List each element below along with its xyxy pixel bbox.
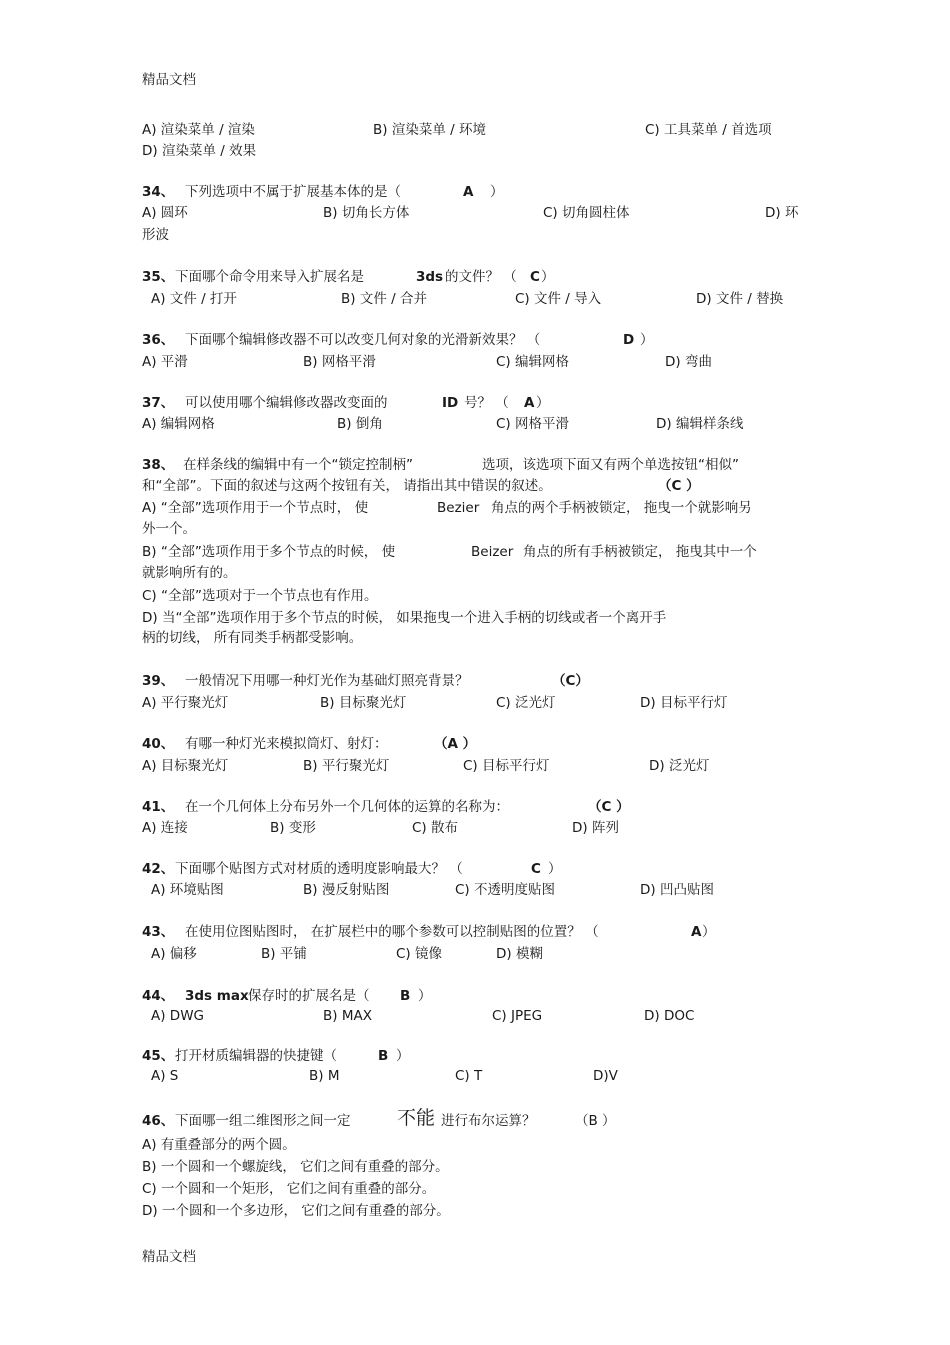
paren-close: ） <box>541 269 555 285</box>
question-number: 45、 <box>142 1048 175 1064</box>
paren-close: ） <box>396 1048 410 1064</box>
option-c: C) T <box>455 1068 483 1084</box>
keyword: ID <box>442 395 459 411</box>
question-text-2: 进行布尔运算？ <box>441 1113 536 1129</box>
option-d: D) 阵列 <box>572 820 619 836</box>
option-d: D) 凹凸贴图 <box>640 882 714 898</box>
option-d: D) 目标平行灯 <box>640 695 728 711</box>
question-text-2: 号？ （ <box>464 395 509 411</box>
option-a: A) S <box>151 1068 179 1084</box>
answer: （C ） <box>588 799 630 815</box>
option-d: D) 文件 / 替换 <box>696 291 784 307</box>
option-a: A) 平滑 <box>142 354 188 370</box>
option-c: C) 编辑网格 <box>496 354 569 370</box>
option-a: A) 连接 <box>142 820 188 836</box>
option-a: A) 目标聚光灯 <box>142 758 229 774</box>
question-number: 41、 <box>142 799 175 815</box>
option-d: D) 模糊 <box>496 946 543 962</box>
answer: B <box>378 1048 389 1064</box>
option-a: A) 偏移 <box>151 946 197 962</box>
option-d: D) 环 <box>765 205 799 221</box>
option-a: A) DWG <box>151 1008 204 1024</box>
answer: （C ） <box>658 478 700 494</box>
option-a: A) 编辑网格 <box>142 416 215 432</box>
option-c: C) 切角圆柱体 <box>543 205 630 221</box>
page-header: 精品文档 <box>142 72 196 88</box>
question-text-3: 和“全部”。下面的叙述与这两个按钮有关， 请指出其中错误的叙述。 <box>142 478 552 494</box>
answer: C <box>531 861 541 877</box>
option-b: B) 平行聚光灯 <box>303 758 390 774</box>
answer: A <box>691 924 702 940</box>
option-b: B) 目标聚光灯 <box>320 695 407 711</box>
option-d-cont: 形波 <box>142 227 169 243</box>
keyword: 3ds max <box>185 988 249 1004</box>
option-b: B) 一个圆和一个螺旋线， 它们之间有重叠的部分。 <box>142 1159 449 1175</box>
question-text: 在使用位图贴图时， 在扩展栏中的哪个参数可以控制贴图的位置？ （ <box>185 924 599 940</box>
question-number: 34、 <box>142 184 175 200</box>
option-a-cont: 角点的两个手柄被锁定， 拖曳一个就影响另 <box>491 500 752 516</box>
option-b: B) MAX <box>323 1008 372 1024</box>
question-number: 42、 <box>142 861 175 877</box>
option-c: C) 一个圆和一个矩形， 它们之间有重叠的部分。 <box>142 1181 436 1197</box>
question-number: 38、 <box>142 457 175 473</box>
option-d: D)V <box>593 1068 618 1084</box>
option-a: A) 平行聚光灯 <box>142 695 229 711</box>
option-b: B) 渲染菜单 / 环境 <box>373 122 486 138</box>
option-c: C) 泛光灯 <box>496 695 556 711</box>
option-b-line2: 就影响所有的。 <box>142 565 237 581</box>
option-c: C) 不透明度贴图 <box>455 882 555 898</box>
question-text: 在一个几何体上分布另外一个几何体的运算的名称为： <box>185 799 509 815</box>
option-b: B) “全部”选项作用于多个节点的时候， 使 <box>142 544 396 560</box>
option-a: A) 有重叠部分的两个圆。 <box>142 1137 296 1153</box>
option-b: B) M <box>309 1068 340 1084</box>
option-c: C) JPEG <box>492 1008 543 1024</box>
question-number: 39、 <box>142 673 175 689</box>
option-b-cont: 角点的所有手柄被锁定， 拖曳其中一个 <box>523 544 757 560</box>
option-a: A) 圆环 <box>142 205 188 221</box>
option-a-keyword: Bezier <box>437 500 480 516</box>
question-number: 44、 <box>142 988 175 1004</box>
option-c: C) 目标平行灯 <box>463 758 550 774</box>
paren-close: ） <box>640 332 654 348</box>
question-number: 43、 <box>142 924 175 940</box>
answer: （A ） <box>434 736 477 752</box>
question-text: 一般情况下用哪一种灯光作为基础灯照亮背景？ <box>185 673 469 689</box>
question-number: 46、 <box>142 1113 175 1129</box>
question-text: 下面哪个命令用来导入扩展名是 <box>175 269 364 285</box>
option-c: C) 网格平滑 <box>496 416 569 432</box>
question-number: 36、 <box>142 332 175 348</box>
answer: A <box>524 395 535 411</box>
option-a: A) 环境贴图 <box>151 882 224 898</box>
page-footer: 精品文档 <box>142 1249 196 1265</box>
question-text: 下面哪个贴图方式对材质的透明度影响最大？ （ <box>175 861 463 877</box>
option-c: C) 文件 / 导入 <box>515 291 602 307</box>
paren-close: ） <box>702 924 716 940</box>
question-text: 保存时的扩展名是（ <box>248 988 370 1004</box>
question-text: 有哪一种灯光来模拟筒灯、射灯： <box>185 736 388 752</box>
option-a: A) 渲染菜单 / 渲染 <box>142 122 255 138</box>
question-text-2: 选项，该选项下面又有两个单选按钮“相似” <box>482 457 739 473</box>
option-d: D) DOC <box>644 1008 695 1024</box>
answer: （C） <box>552 673 589 689</box>
question-text: 下面哪个编辑修改器不可以改变几何对象的光滑新效果？ （ <box>185 332 541 348</box>
option-d: D) 一个圆和一个多边形， 它们之间有重叠的部分。 <box>142 1203 450 1219</box>
option-b: B) 漫反射贴图 <box>303 882 390 898</box>
option-b: B) 网格平滑 <box>303 354 376 370</box>
option-b: B) 平铺 <box>261 946 307 962</box>
option-b: B) 倒角 <box>337 416 383 432</box>
question-text: 下面哪一组二维图形之间一定 <box>175 1113 351 1129</box>
question-number: 40、 <box>142 736 175 752</box>
option-a: A) 文件 / 打开 <box>151 291 237 307</box>
option-a-line2: 外一个。 <box>142 521 196 537</box>
option-c: C) 镜像 <box>396 946 442 962</box>
option-d: D) 当“全部”选项作用于多个节点的时候， 如果拖曳一个进入手柄的切线或者一个离开手 <box>142 610 667 626</box>
option-a: A) “全部”选项作用于一个节点时， 使 <box>142 500 369 516</box>
option-d: D) 泛光灯 <box>649 758 710 774</box>
answer: C <box>530 269 540 285</box>
option-b: B) 切角长方体 <box>323 205 410 221</box>
option-b: B) 变形 <box>270 820 316 836</box>
option-d: D) 编辑样条线 <box>656 416 744 432</box>
option-c: C) 散布 <box>412 820 458 836</box>
option-c: C) 工具菜单 / 首选项 <box>645 122 772 138</box>
paren-close: ） <box>536 395 550 411</box>
question-number: 35、 <box>142 269 175 285</box>
emphasis-text: 不能 <box>397 1107 436 1129</box>
question-text: 可以使用哪个编辑修改器改变面的 <box>185 395 388 411</box>
option-d: D) 渲染菜单 / 效果 <box>142 143 257 159</box>
option-b: B) 文件 / 合并 <box>341 291 427 307</box>
option-d-line2: 柄的切线， 所有同类手柄都受影响。 <box>142 630 363 646</box>
answer: D <box>623 332 635 348</box>
answer: B <box>400 988 411 1004</box>
paren-close: ） <box>548 861 562 877</box>
question-text: 在样条线的编辑中有一个“锁定控制柄” <box>183 457 413 473</box>
question-text: 下列选项中不属于扩展基本体的是（ <box>185 184 401 200</box>
option-c: C) “全部”选项对于一个节点也有作用。 <box>142 588 378 604</box>
paren-close: ） <box>418 988 432 1004</box>
question-text: 打开材质编辑器的快捷键（ <box>175 1048 337 1064</box>
option-b-keyword: Beizer <box>471 544 514 560</box>
paren-close: ） <box>490 184 504 200</box>
answer: （B ） <box>575 1113 616 1129</box>
question-number: 37、 <box>142 395 175 411</box>
keyword: 3ds <box>416 269 444 285</box>
answer: A <box>463 184 474 200</box>
question-text-2: 的文件？ （ <box>445 269 517 285</box>
option-d: D) 弯曲 <box>665 354 712 370</box>
